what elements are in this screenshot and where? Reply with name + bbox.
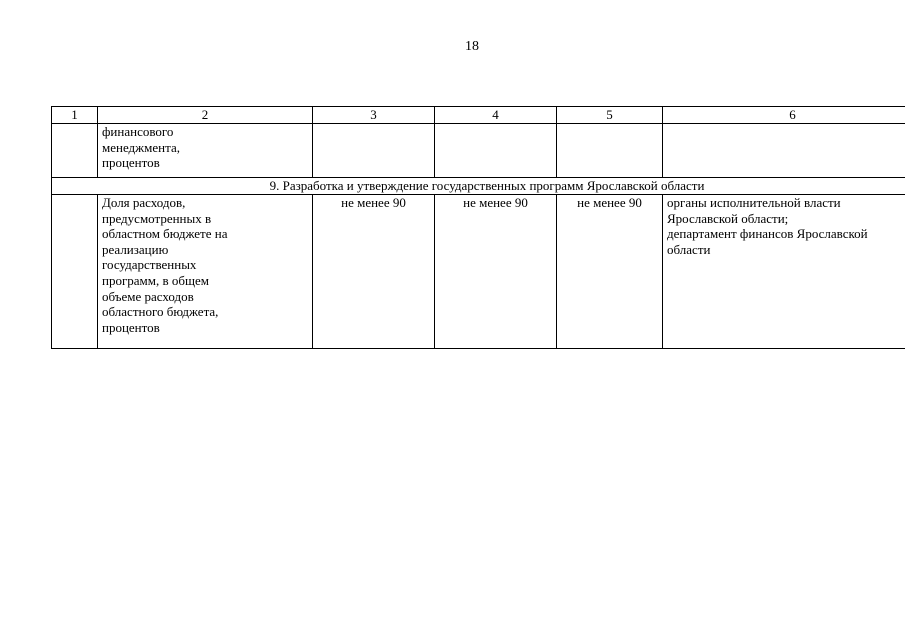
table-header-row	[52, 107, 905, 124]
cell-line: Ярославской области;	[667, 210, 789, 226]
table-row	[52, 124, 905, 178]
cell-line: реализацию	[102, 241, 169, 257]
table-cell	[313, 124, 435, 178]
indicators-table	[51, 106, 905, 349]
column-number: 5	[557, 107, 663, 124]
cell-line: областном бюджете на	[102, 226, 228, 242]
responsible-cell	[663, 195, 905, 349]
cell-line: финансового	[102, 124, 174, 139]
section-title: 9. Разработка и утверждение государственных программ Ярославской области	[52, 178, 905, 195]
table-cell	[663, 124, 905, 178]
column-number: 6	[663, 107, 905, 124]
table-row	[52, 195, 905, 349]
cell-line: менеджмента,	[102, 139, 180, 155]
column-number: 3	[313, 107, 435, 124]
column-number: 2	[98, 107, 313, 124]
section-row	[52, 178, 905, 195]
cell-line: объеме расходов	[102, 288, 194, 304]
cell-line: процентов	[102, 155, 160, 171]
indicator-name-cell	[98, 195, 313, 349]
cell-line: областного бюджета,	[102, 304, 219, 320]
cell-line: Доля расходов,	[102, 195, 186, 210]
column-number: 4	[435, 107, 557, 124]
cell-line: департамент финансов Ярославской	[667, 226, 868, 242]
cell-line: программ, в общем	[102, 272, 210, 288]
indicator-name-cell	[98, 124, 313, 178]
target-value-cell: не менее 90	[557, 195, 663, 349]
target-value-cell: не менее 90	[313, 195, 435, 349]
cell-line: органы исполнительной власти	[667, 195, 841, 210]
cell-line: процентов	[102, 319, 160, 335]
target-value-cell: не менее 90	[435, 195, 557, 349]
table-cell	[435, 124, 557, 178]
table-cell	[52, 124, 98, 178]
cell-line: предусмотренных в	[102, 210, 212, 226]
column-number: 1	[52, 107, 98, 124]
table-cell	[52, 195, 98, 349]
cell-line: области	[667, 241, 711, 257]
page-number: 18	[465, 39, 479, 54]
table-cell	[557, 124, 663, 178]
cell-line: государственных	[102, 257, 197, 273]
